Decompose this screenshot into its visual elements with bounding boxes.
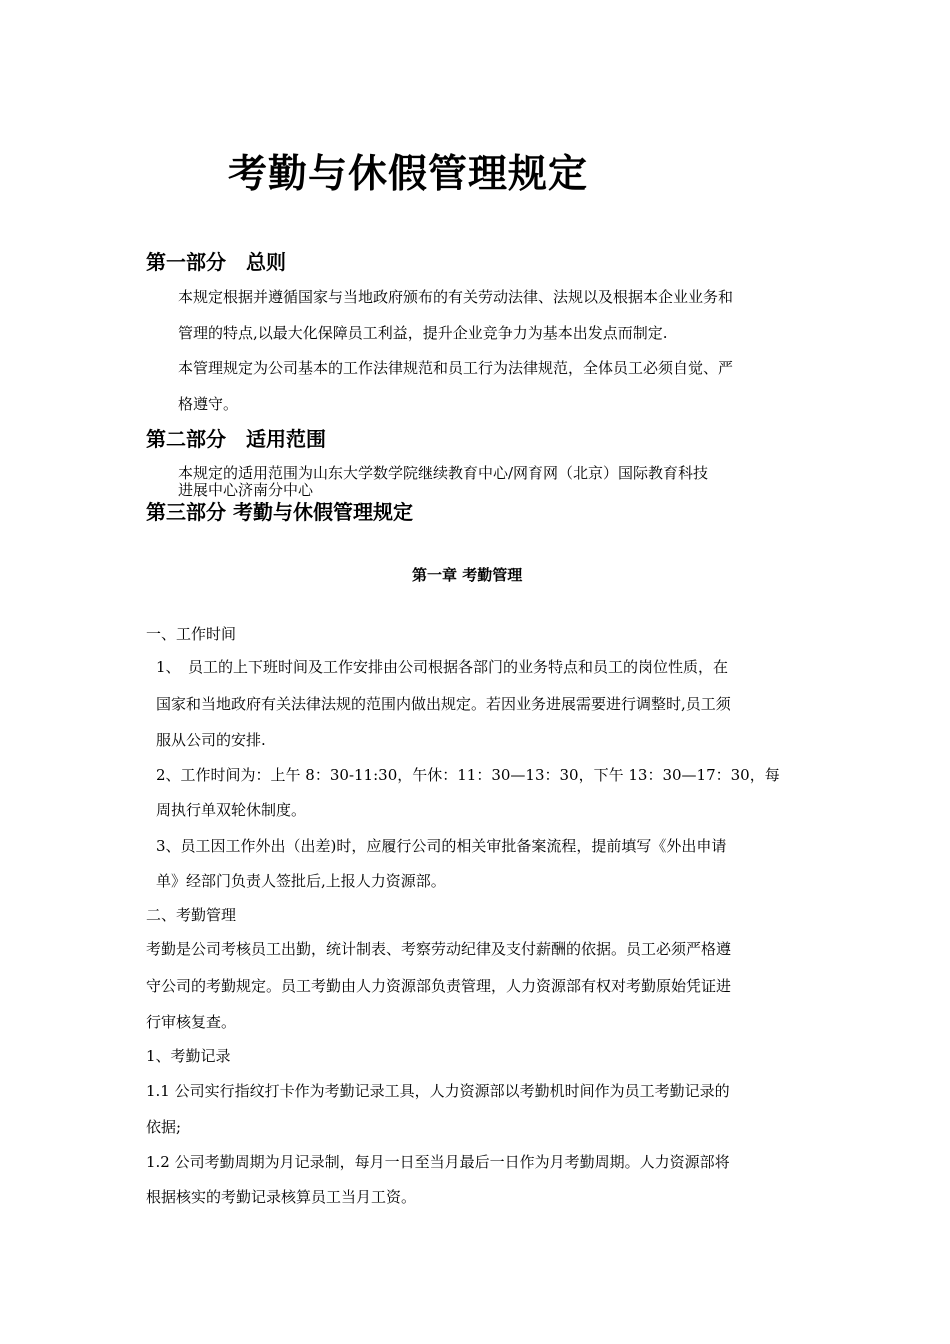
body-line: 国家和当地政府有关法律法规的范围内做出规定。若因业务进展需要进行调整时,员工须 <box>156 695 731 713</box>
part1-line: 本规定根据并遵循国家与当地政府颁布的有关劳动法律、法规以及根据本企业业务和 <box>178 288 734 306</box>
body-line: 服从公司的安排. <box>156 731 266 749</box>
part1-line: 管理的特点,以最大化保障员工利益，提升企业竞争力为基本出发点而制定. <box>178 324 668 342</box>
part1-line: 格遵守。 <box>178 395 239 413</box>
body-line: 1、 员工的上下班时间及工作安排由公司根据各部门的业务特点和员工的岗位性质，在 <box>156 658 729 676</box>
body-line: 依据; <box>146 1118 182 1136</box>
body-line: 2、工作时间为：上午 8：30-11:30，午休：11：30—13：30，下午 13：30—17：30，每 <box>156 766 780 784</box>
body-line: 1.2 公司考勤周期为月记录制，每月一日至当月最后一日作为月考勤周期。人力资源部将 <box>146 1153 730 1171</box>
body-line: 单》经部门负责人签批后,上报人力资源部。 <box>156 872 446 890</box>
section-heading: 二、考勤管理 <box>146 906 237 924</box>
subsection-heading: 1、考勤记录 <box>146 1047 231 1065</box>
chapter-heading: 第一章 考勤管理 <box>412 566 523 584</box>
part3-heading: 第三部分 考勤与休假管理规定 <box>146 500 413 524</box>
part1-line: 本管理规定为公司基本的工作法律规范和员工行为法律规范，全体员工必须自觉、严 <box>178 359 734 377</box>
part2-line: 本规定的适用范围为山东大学数学院继续教育中心/网育网（北京）国际教育科技 <box>178 464 709 482</box>
part1-heading: 第一部分 总则 <box>146 250 286 274</box>
body-line: 根据核实的考勤记录核算员工当月工资。 <box>146 1188 417 1206</box>
document-title: 考勤与休假管理规定 <box>228 152 589 197</box>
body-line: 行审核复查。 <box>146 1013 237 1031</box>
body-line: 考勤是公司考核员工出勤，统计制表、考察劳动纪律及支付薪酬的依据。员工必须严格遵 <box>146 940 732 958</box>
body-line: 守公司的考勤规定。员工考勤由人力资源部负责管理，人力资源部有权对考勤原始凭证进 <box>146 977 732 995</box>
body-line: 周执行单双轮休制度。 <box>156 801 307 819</box>
part2-heading: 第二部分 适用范围 <box>146 427 326 451</box>
part2-line: 进展中心济南分中心 <box>178 481 314 499</box>
body-line: 1.1 公司实行指纹打卡作为考勤记录工具，人力资源部以考勤机时间作为员工考勤记录的 <box>146 1082 730 1100</box>
section-heading: 一、工作时间 <box>146 625 237 643</box>
body-line: 3、员工因工作外出（出差)时，应履行公司的相关审批备案流程，提前填写《外出申请 <box>156 837 727 855</box>
